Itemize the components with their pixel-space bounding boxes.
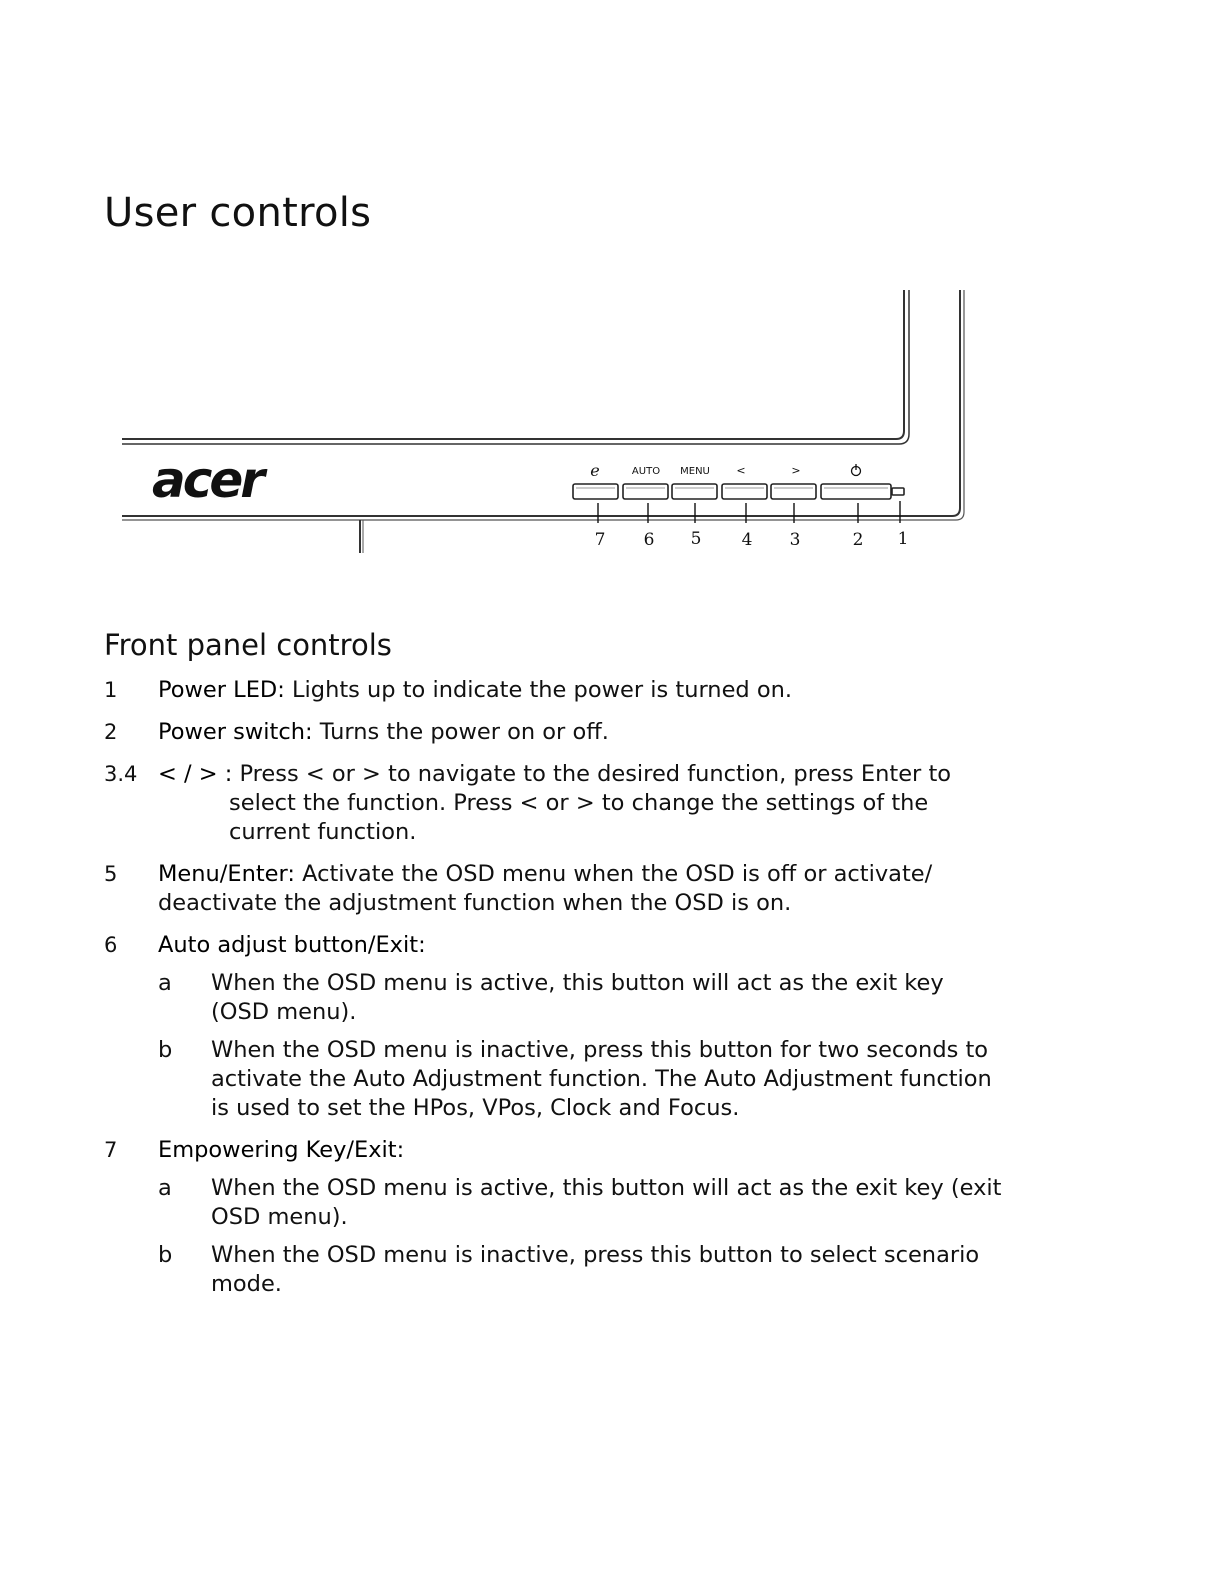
- item-number: 5: [104, 862, 118, 886]
- power-led: [892, 488, 904, 495]
- item-term: Empowering Key/Exit:: [158, 1137, 405, 1163]
- sub-item-text: When the OSD menu is active, this button will act as the exit key (exit OSD menu).: [211, 1175, 1002, 1230]
- item-text: Turns the power on or off.: [312, 719, 609, 745]
- right-arrow-label: >: [791, 464, 801, 477]
- power-switch-button: [821, 484, 891, 499]
- item-term: Menu/Enter:: [158, 861, 295, 887]
- item-body: [158, 760, 1004, 847]
- callout-3: 3: [789, 530, 801, 550]
- menu-label: MENU: [680, 466, 710, 477]
- sub-item: [104, 1036, 1004, 1123]
- monitor-front-panel-diagram: [110, 285, 980, 560]
- sub-item-text: When the OSD menu is inactive, press this button to select scenario mode.: [211, 1242, 980, 1297]
- sub-item-letter: b: [158, 1242, 173, 1268]
- sub-item: [104, 969, 1004, 1027]
- acer-logo: acer: [152, 451, 262, 509]
- sub-item: [104, 1241, 1004, 1299]
- item-number: 7: [104, 1138, 118, 1162]
- right-button: [771, 484, 816, 499]
- screen-bezel-inner: [122, 290, 904, 439]
- sub-item-letter: b: [158, 1037, 173, 1063]
- list-item: [104, 760, 1004, 847]
- callout-5: 5: [690, 529, 702, 549]
- screen-bezel-inner-shadow: [122, 290, 909, 444]
- empowering-key-label: e: [590, 461, 600, 480]
- sub-item-text: When the OSD menu is active, this button will act as the exit key (OSD menu).: [211, 970, 944, 1025]
- menu-button: [672, 484, 717, 499]
- callout-6: 6: [643, 530, 655, 550]
- list-item: [104, 676, 1004, 705]
- item-number: 1: [104, 678, 118, 702]
- sub-item-letter: a: [158, 970, 172, 996]
- item-term: Power switch:: [158, 719, 313, 745]
- auto-label: AUTO: [631, 466, 661, 477]
- item-number: 3.4: [104, 762, 138, 786]
- list-item: [104, 860, 1004, 918]
- empowering-key-button: [573, 484, 618, 499]
- item-term: Auto adjust button/Exit:: [158, 932, 426, 958]
- callout-4: 4: [741, 530, 753, 550]
- list-item: [104, 1136, 1004, 1299]
- page-title: User controls: [104, 190, 372, 236]
- list-item: [104, 931, 1004, 1123]
- callout-2: 2: [852, 530, 864, 550]
- left-arrow-label: <: [736, 464, 746, 477]
- callout-1: 1: [897, 529, 909, 549]
- item-term: Power LED:: [158, 677, 285, 703]
- auto-button: [623, 484, 668, 499]
- item-text: Lights up to indicate the power is turned on.: [284, 677, 793, 703]
- control-list: [104, 676, 1004, 1299]
- callout-7: 7: [594, 530, 606, 550]
- item-number: 6: [104, 933, 118, 957]
- item-number: 2: [104, 720, 118, 744]
- section-title: Front panel controls: [104, 628, 392, 662]
- left-button: [722, 484, 767, 499]
- item-term: < / > :: [158, 761, 233, 787]
- item-text: Press < or > to navigate to the desired function, press Enter to select the function. Press < or > to change the settings of the current function.: [229, 761, 952, 845]
- sub-item: [104, 1174, 1004, 1232]
- sub-item-letter: a: [158, 1175, 172, 1201]
- power-icon: [852, 464, 861, 476]
- sub-item-text: When the OSD menu is inactive, press this button for two seconds to activate the Auto Adjustment function. The Auto Adjustment function is used to set the HPos, VPos, Clock and Focus.: [211, 1037, 992, 1121]
- item-text: Activate the OSD menu when the OSD is off or activate/ deactivate the adjustment function when the OSD is on.: [158, 861, 933, 916]
- list-item: [104, 718, 1004, 747]
